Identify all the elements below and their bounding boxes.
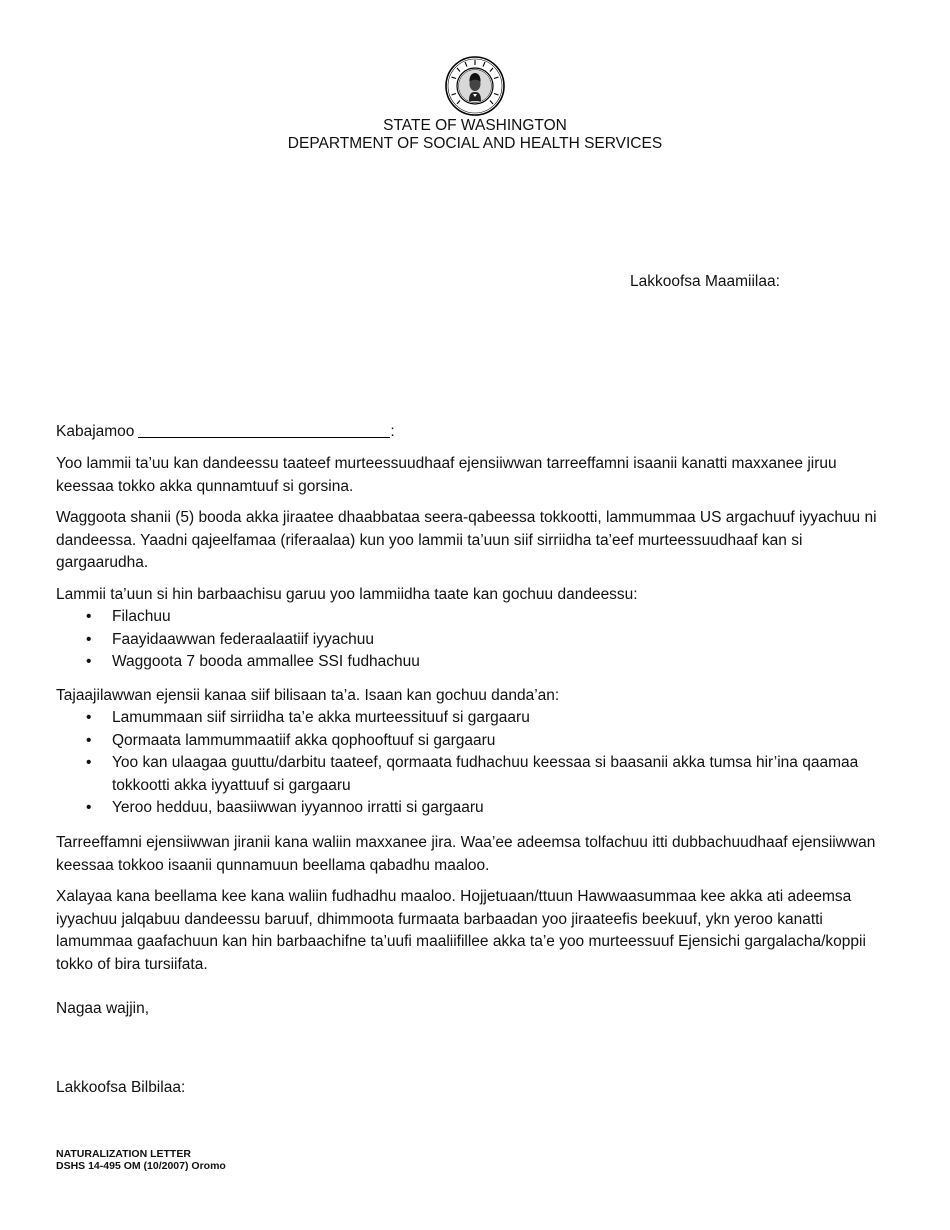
state-heading: STATE OF WASHINGTON — [383, 117, 567, 134]
salutation — [56, 421, 896, 444]
recipient-name-blank — [138, 421, 390, 438]
citizenship-benefits-list — [56, 606, 896, 674]
paragraph-agency-services: Tajaajilawwan ejensii kanaa siif bilisaan ta’a. Isaan kan gochuu danda’an: — [56, 687, 560, 704]
department-heading: DEPARTMENT OF SOCIAL AND HEALTH SERVICES — [287, 135, 663, 152]
list-item: • Filachuu — [56, 606, 896, 629]
list-item: • Waggoota 7 booda ammallee SSI fudhachuu — [56, 651, 896, 674]
paragraph-eligibility: Waggoota shanii (5) booda akka jiraatee dhaabbataa seera-qabeessa tokkootti, lammummaa US argachuuf iyyachuu ni dandeessa. Yaadni qajeelfamaa (riferaalaa) kun yoo lammii ta’uun siif sirriidha ta’eef murteessuudhaaf kan si gargaarudha. — [56, 509, 877, 571]
mailing-address-label: Lakkoofsa Maamiilaa: — [630, 273, 780, 290]
paragraph-agency-list: Tarreeffamni ejensiiwwan jiranii kana waliin maxxanee jira. Waa’ee adeemsa tolfachuu itti dubbachuudhaaf ejensiiwwan keessaa tokkoo isaanii qunnamuun beellama qabadhu maaloo. — [56, 834, 876, 874]
form-title: NATURALIZATION LETTER — [56, 1148, 191, 1160]
form-number: DSHS 14-495 OM (10/2007) Oromo — [56, 1160, 226, 1172]
paragraph-citizenship-benefits: Lammii ta’uun si hin barbaachisu garuu yoo lammiidha taate kan gochuu dandeessu: — [56, 586, 638, 603]
agency-services-list — [56, 707, 896, 820]
list-item: • Yoo kan ulaagaa guuttu/darbitu taateef, qormaata fudhachuu keessaa si baasanii akka tumsa hir’ina qaamaa tokkootti akka iyyattuuf si gargaaru — [56, 752, 896, 797]
phone-number-label: Lakkoofsa Bilbilaa: — [56, 1079, 186, 1096]
list-item: • Lamummaan siif sirriidha ta’e akka murteessituuf si gargaaru — [56, 707, 896, 730]
washington-state-seal-icon — [445, 56, 505, 116]
list-item: • Yeroo hedduu, baasiiwwan iyyannoo irratti si gargaaru — [56, 797, 896, 820]
salutation-colon: : — [390, 423, 395, 440]
list-item: • Qormaata lammummaatiif akka qophooftuuf si gargaaru — [56, 730, 896, 753]
closing: Nagaa wajjin, — [56, 1000, 150, 1017]
salutation-label: Kabajamoo — [56, 423, 135, 440]
paragraph-bring-letter: Xalayaa kana beellama kee kana waliin fudhadhu maaloo. Hojjetuaan/ttuun Hawwaasummaa kee akka ati adeemsa iyyachuu jalqabuu dandeessu baruuf, dhimmoota furmaata barbaadan yoo jiraateefis beekuuf, ykn yeroo kanatti lamummaa gaafachuun kan hin barbaachifne ta’uufi maaliifillee akka ta’e yoo murteessuuf Ejensichi gargalacha/koppii tokko of bira tursiifata. — [56, 888, 866, 973]
paragraph-referral: Yoo lammii ta’uu kan dandeessu taateef murteessuudhaaf ejensiiwwan tarreeffamni isaanii kanatti maxxanee jiruu keessaa tokko akka qunnamtuuf si gorsina. — [56, 455, 837, 495]
list-item: • Faayidaawwan federaalaatiif iyyachuu — [56, 629, 896, 652]
